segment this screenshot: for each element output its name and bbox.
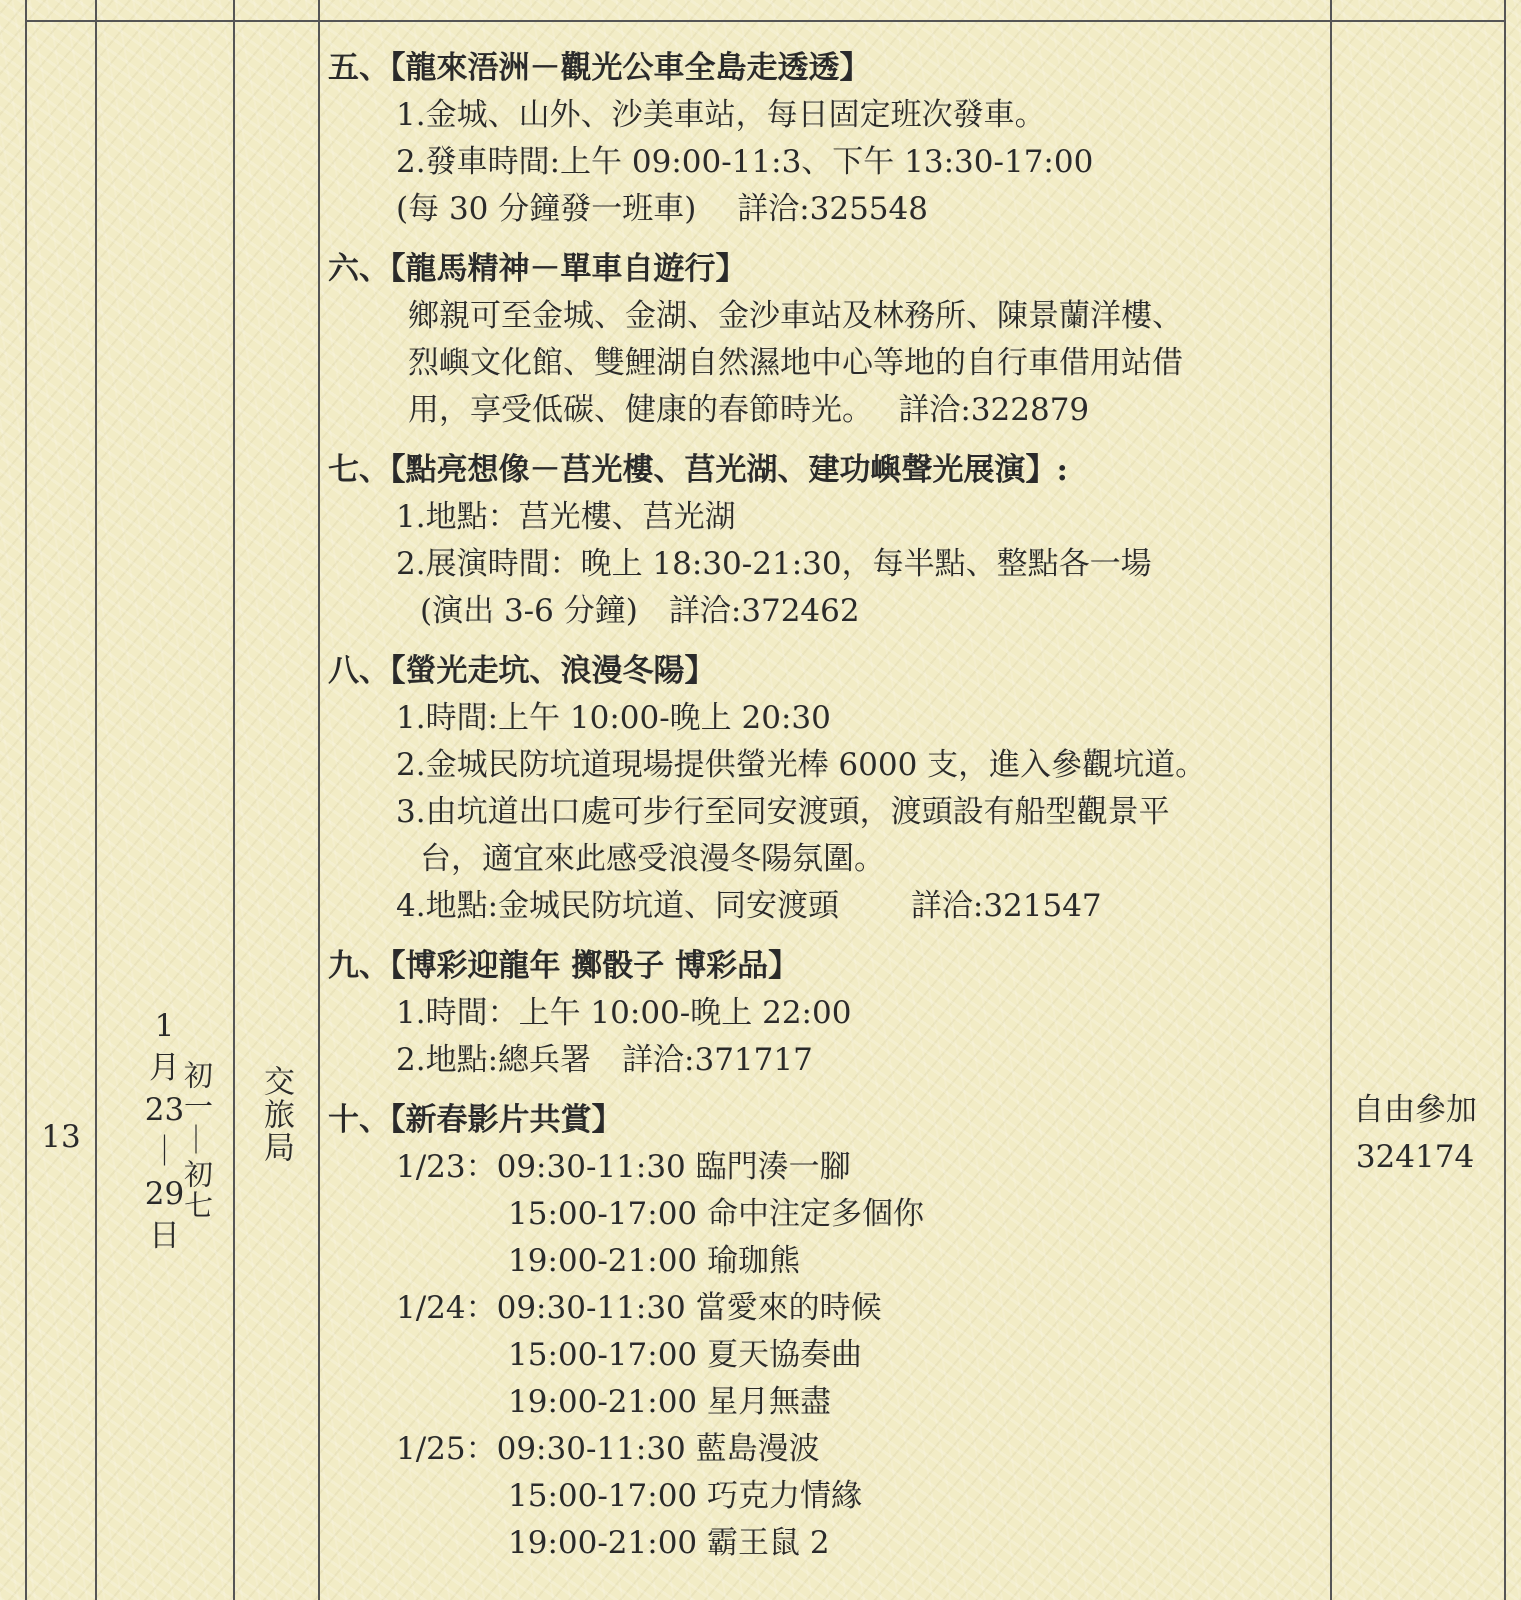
section-line: 3.由坑道出口處可步行至同安渡頭，渡頭設有船型觀景平 [396,794,1170,830]
table-divider-3 [318,0,320,1600]
section-7 [328,446,1328,635]
table-divider-1 [95,0,97,1600]
section-line: 2.地點:總兵署 詳洽:371717 [396,1042,813,1078]
date-start-day: 23 [144,1092,185,1128]
section-line: 1.時間：上午 10:00-晚上 22:00 [396,995,852,1031]
organizer: 交旅局 [258,1065,294,1164]
date-month: 1 [154,1008,175,1044]
participation-label: 自由參加 [1353,1092,1477,1128]
section-line: (演出 3-6 分鐘) 詳洽:372462 [420,593,860,629]
film-line: 15:00-17:00 夏天協奏曲 [508,1337,863,1373]
section-line: 1.時間:上午 10:00-晚上 20:30 [396,700,831,736]
table-border-right [1504,0,1506,1600]
participation-note [1330,1087,1500,1181]
section-line: 台，適宜來此感受浪漫冬陽氛圍。 [420,841,885,877]
section-5 [328,44,1328,233]
section-title: 十、【新春影片共賞】 [328,1102,623,1138]
date-month-unit: 月 [149,1050,180,1086]
film-line: 19:00-21:00 霸王鼠 2 [508,1525,830,1561]
section-line: 4.地點:金城民防坑道、同安渡頭 詳洽:321547 [396,888,1102,924]
section-title: 八、【螢光走坑、浪漫冬陽】 [328,653,716,689]
section-line: 2.金城民防坑道現場提供螢光棒 6000 支，進入參觀坑道。 [396,747,1207,783]
table-divider-2 [233,0,235,1600]
section-line: 2.發車時間:上午 09:00-11:3、下午 13:30-17:00 [396,144,1094,180]
date-dash: ｜ [149,1134,180,1170]
section-line: 用，享受低碳、健康的春節時光。 詳洽:322879 [408,392,1090,428]
section-title: 五、【龍來浯洲－觀光公車全島走透透】 [328,50,871,86]
section-line: 烈嶼文化館、雙鯉湖自然濕地中心等地的自行車借用站借 [408,345,1183,381]
section-line: 鄉親可至金城、金湖、金沙車站及林務所、陳景蘭洋樓、 [408,298,1183,334]
section-9 [328,942,1328,1084]
table-border-left [25,0,27,1600]
film-line: 19:00-21:00 星月無盡 [508,1384,832,1420]
lunar-cell [178,1060,214,1221]
lunar-end: 初七 [180,1159,214,1221]
section-line: 1.地點：莒光樓、莒光湖 [396,499,736,535]
row-number: 13 [41,1119,81,1155]
film-line: 1/23：09:30-11:30 臨門湊一腳 [396,1149,851,1185]
section-line: (每 30 分鐘發一班車) 詳洽:325548 [396,191,928,227]
lunar-start: 初一 [180,1060,214,1122]
section-10 [328,1096,1328,1567]
film-line: 19:00-21:00 瑜珈熊 [508,1243,801,1279]
table-top-border [26,20,1506,22]
section-line: 2.展演時間：晚上 18:30-21:30，每半點、整點各一場 [396,546,1152,582]
date-end-day: 29 [144,1176,185,1212]
film-line: 1/25：09:30-11:30 藍島漫波 [396,1431,820,1467]
activity-list [328,44,1328,1567]
section-6 [328,245,1328,434]
contact-number: 324174 [1355,1139,1475,1175]
section-title: 六、【龍馬精神－單車自遊行】 [328,251,747,287]
section-line: 1.金城、山外、沙美車站，每日固定班次發車。 [396,97,1046,133]
film-line: 1/24：09:30-11:30 當愛來的時候 [396,1290,882,1326]
table-divider-4 [1330,0,1332,1600]
film-line: 15:00-17:00 巧克力情緣 [508,1478,863,1514]
date-day-unit: 日 [149,1218,180,1254]
lunar-dash: ｜ [181,1123,211,1157]
section-8 [328,647,1328,930]
film-line: 15:00-17:00 命中注定多個你 [508,1196,925,1232]
section-title: 九、【博彩迎龍年 擲骰子 博彩品】 [328,948,800,984]
section-title: 七、【點亮想像－莒光樓、莒光湖、建功嶼聲光展演】: [328,452,1068,488]
